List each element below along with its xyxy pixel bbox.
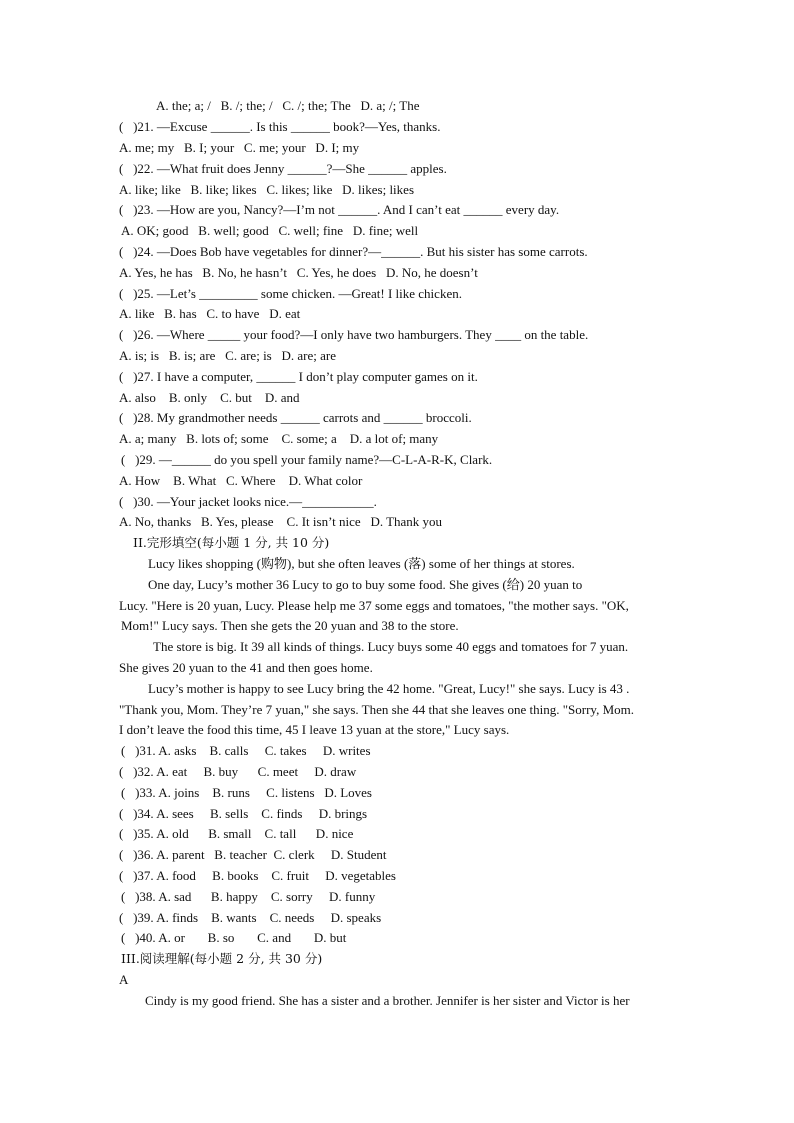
cloze-paragraph-line: The store is big. It 39 all kinds of things. Lucy buys some 40 eggs and tomatoes for 7 yuan.: [153, 639, 629, 654]
answer-options-30: A. No, thanks B. Yes, please C. It isn’t nice D. Thank you: [119, 514, 443, 529]
answer-options-29: A. How B. What C. Where D. What color: [119, 473, 363, 488]
cloze-paragraph-line: Lucy likes shopping (购物), but she often leaves (落) some of her things at stores.: [148, 556, 575, 571]
cloze-paragraph-line: She gives 20 yuan to the 41 and then goes home.: [119, 660, 373, 675]
question-21: ( )21. —Excuse ______. Is this ______ book?—Yes, thanks.: [119, 119, 441, 134]
question-22: ( )22. —What fruit does Jenny ______?—She ______ apples.: [119, 161, 447, 176]
cloze-question-40: ( )40. A. or B. so C. and D. but: [121, 930, 347, 945]
cloze-paragraph-line: "Thank you, Mom. They’re 7 yuan," she says. Then she 44 that she leaves one thing. "Sorry, Mom.: [119, 702, 635, 717]
answer-options-22: A. like; like B. like; likes C. likes; like D. likes; likes: [119, 182, 415, 197]
answer-options-27: A. also B. only C. but D. and: [119, 390, 300, 405]
section-heading-reading: III.阅读理解(每小题 2 分, 共 30 分): [121, 951, 323, 966]
cloze-question-31: ( )31. A. asks B. calls C. takes D. writes: [121, 743, 371, 758]
question-26: ( )26. —Where _____ your food?—I only have two hamburgers. They ____ on the table.: [119, 327, 589, 342]
cloze-question-32: ( )32. A. eat B. buy C. meet D. draw: [119, 764, 357, 779]
reading-paragraph-line: Cindy is my good friend. She has a sister and a brother. Jennifer is her sister and Victor is her: [145, 993, 630, 1008]
answer-options-21: A. me; my B. I; your C. me; your D. I; my: [119, 140, 360, 155]
cloze-question-37: ( )37. A. food B. books C. fruit D. vegetables: [119, 868, 396, 883]
answer-options-23: A. OK; good B. well; good C. well; fine D. fine; well: [121, 223, 419, 238]
answer-options-25: A. like B. has C. to have D. eat: [119, 306, 301, 321]
answer-options-24: A. Yes, he has B. No, he hasn’t C. Yes, he does D. No, he doesn’t: [119, 265, 478, 280]
answer-options-20: A. the; a; / B. /; the; / C. /; the; The D. a; /; The: [156, 98, 420, 113]
question-25: ( )25. —Let’s _________ some chicken. —Great! I like chicken.: [119, 286, 462, 301]
cloze-paragraph-line: Lucy. "Here is 20 yuan, Lucy. Please help me 37 some eggs and tomatoes, "the mother says. "OK,: [119, 598, 629, 613]
question-29: ( )29. —______ do you spell your family name?—C-L-A-R-K, Clark.: [121, 452, 493, 467]
question-23: ( )23. —How are you, Nancy?—I’m not ______. And I can’t eat ______ every day.: [119, 202, 560, 217]
answer-options-28: A. a; many B. lots of; some C. some; a D. a lot of; many: [119, 431, 439, 446]
answer-options-26: A. is; is B. is; are C. are; is D. are; are: [119, 348, 336, 363]
cloze-question-36: ( )36. A. parent B. teacher C. clerk D. Student: [119, 847, 387, 862]
question-28: ( )28. My grandmother needs ______ carrots and ______ broccoli.: [119, 410, 472, 425]
cloze-question-35: ( )35. A. old B. small C. tall D. nice: [119, 826, 354, 841]
cloze-paragraph-line: Lucy’s mother is happy to see Lucy bring the 42 home. "Great, Lucy!" she says. Lucy is 43 .: [148, 681, 630, 696]
cloze-question-39: ( )39. A. finds B. wants C. needs D. speaks: [119, 910, 382, 925]
question-30: ( )30. —Your jacket looks nice.—___________.: [119, 494, 377, 509]
cloze-paragraph-line: I don’t leave the food this time, 45 I leave 13 yuan at the store," Lucy says.: [119, 722, 510, 737]
question-27: ( )27. I have a computer, ______ I don’t play computer games on it.: [119, 369, 478, 384]
cloze-question-33: ( )33. A. joins B. runs C. listens D. Loves: [121, 785, 372, 800]
passage-label: A: [119, 972, 129, 987]
section-heading-cloze: II.完形填空(每小题 1 分, 共 10 分): [133, 535, 330, 550]
cloze-question-34: ( )34. A. sees B. sells C. finds D. brings: [119, 806, 368, 821]
question-24: ( )24. —Does Bob have vegetables for dinner?—______. But his sister has some carrots.: [119, 244, 588, 259]
cloze-paragraph-line: Mom!" Lucy says. Then she gets the 20 yuan and 38 to the store.: [121, 618, 459, 633]
cloze-paragraph-line: One day, Lucy’s mother 36 Lucy to go to buy some food. She gives (给) 20 yuan to: [148, 577, 583, 592]
cloze-question-38: ( )38. A. sad B. happy C. sorry D. funny: [121, 889, 376, 904]
